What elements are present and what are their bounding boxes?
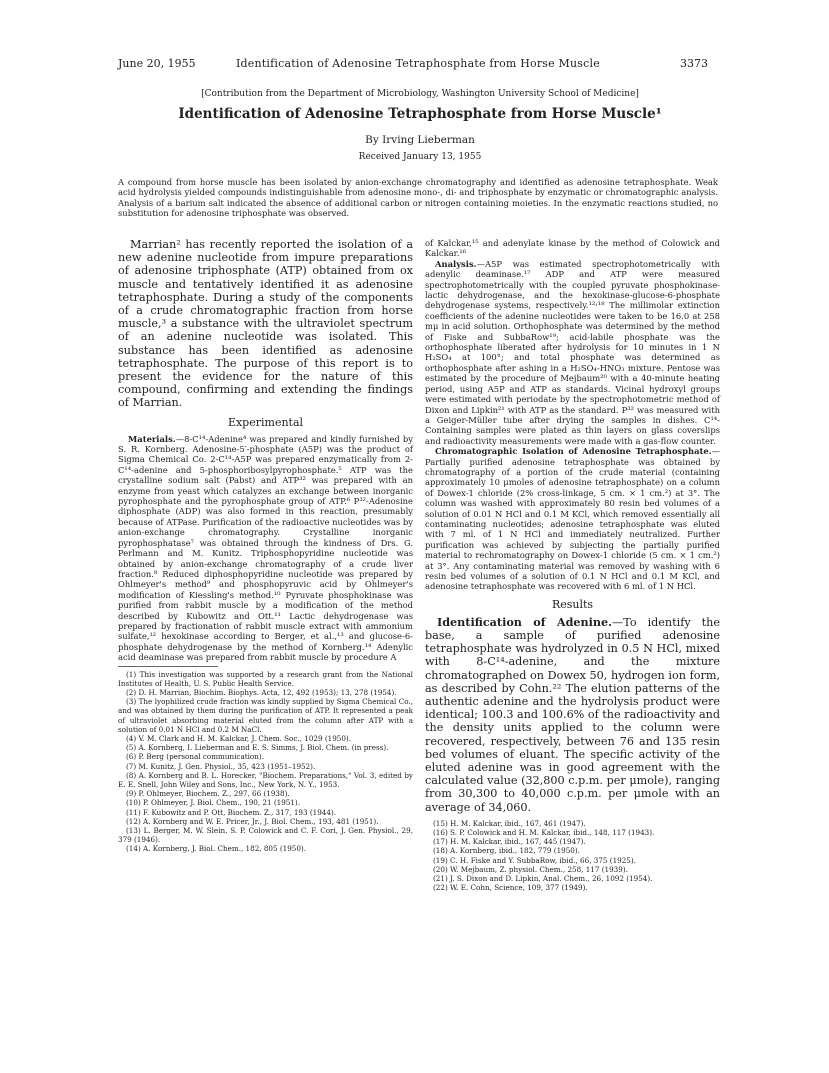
footnote: (16) S. P. Colowick and H. M. Kalckar, ibid., 148, 117 (1943).	[433, 828, 655, 838]
footnote: (21) J. S. Dixon and D. Lipkin, Anal. Chem., 26, 1092 (1954).	[433, 874, 653, 884]
footnote: (11) F. Kubowitz and P. Ott, Biochem. Z., 317, 193 (1944).	[126, 807, 337, 817]
abstract: A compound from horse muscle has been isolated by anion-exchange chromatography and identified as adenosine tetraphosphate. Weak acid hydrolysis yielded compounds indistinguishable from adenosine mono-, di- and triphosphate by enzymatic or chromatographic analysis. Analysis of a barium salt indicated the absence of additional carbon or nitrogen containing moieties. In the enzymatic reactions studied, no substitution for adenosine triphosphate was observed.	[118, 177, 718, 218]
right-column	[425, 238, 720, 892]
chromatographic-paragraph	[425, 446, 720, 592]
footnote: (17) H. M. Kalckar, ibid., 167, 445 (1947).	[433, 837, 586, 847]
footnote: (15) H. M. Kalckar, ibid., 167, 461 (1947).	[433, 818, 586, 828]
continuation-paragraph: of Kalckar,¹⁵ and adenylate kinase by the method of Colowick and Kalckar.¹⁶	[425, 238, 720, 259]
header-date: June 20, 1955	[118, 57, 196, 70]
running-header	[118, 57, 708, 71]
left-column	[118, 238, 413, 854]
footnote: (19) C. H. Fiske and Y. SubbaRow, ibid., 66, 375 (1925).	[433, 855, 636, 865]
author-byline: By Irving Lieberman	[365, 134, 475, 146]
footnote: (14) A. Kornberg, J. Biol. Chem., 182, 805 (1950).	[126, 844, 307, 854]
chromatographic-label: Chromatographic Isolation of Adenosine Tetraphosphate.	[435, 446, 712, 457]
analysis-paragraph	[425, 259, 720, 446]
analysis-text: —A5P was estimated spectrophotometrically with adenylic deaminase.¹⁷ ADP and ATP were measured spectrophotometrically with the coupled pyruvate phosphokinase-lactic dehydrogenase, and the hexokinase-glucose-6-phosphate dehydrogenase systems, respectively.¹²˒¹⁸ The millimolar extinction coefficients of the adenine nucleotides were taken to be 16.0 at 258 mμ in acid solution. Orthophosphate was determined by the method of Fiske and SubbaRow¹⁹; acid-labile phosphate was the orthophosphate liberated after hydrolysis for 10 minutes in 1 N H₂SO₄ at 100°; and total phosphate was determined as orthophosphate after ashing in a H₂SO₄-HNO₃ mixture. Pentose was estimated by the procedure of Mejbaum²⁰ with a 40-minute heating period, using A5P and ATP as standards. Vicinal hydroxyl groups were estimated with periodate by the spectrophotometric method of Dixon and Lipkin²¹ with ATP as the standard. P³² was measured with a Geiger-Müller tube after drying the samples in dishes. C¹⁴-Containing samples were plated as thin layers on glass coverslips and radioactivity measurements were made with a gas-flow counter.	[425, 258, 720, 446]
footnote: (6) P. Berg (personal communication).	[126, 752, 264, 762]
identification-text: —To identify the base, a sample of purified adenosine tetraphosphate was hydrolyzed in 0.5 N HCl, mixed with 8-C¹⁴-adenine, and the mixture chromatographed on Dowex 50, hydrogen ion form, as described by Cohn.²² The elution patterns of the authentic adenine and the hydrolysis product were identical; 100.3 and 100.6% of the radioactivity and the density units applied to the column were recovered, respectively, between 76 and 135 resin bed volumes of eluant. The specific activity of the eluted adenine was in good agreement with the calculated value (32,800 c.p.m. per μmole), ranging from 30,300 to 40,000 c.p.m. per μmole with an average of 34,060.	[425, 615, 720, 814]
footnote: (9) P. Ohlmeyer, Biochem. Z., 297, 66 (1938).	[126, 789, 290, 799]
materials-label: Materials.	[128, 433, 176, 444]
chromatographic-text: —Partially purified adenosine tetraphosphate was obtained by chromatography of a portion of the crude material (containing approximately 10 μmoles of adenosine tetraphosphate) on a column of Dowex-1 chloride (2% cross-linkage, 5 cm. × 1 cm.²) at 3°. The column was washed with approximately 80 resin bed volumes of a solution of 0.01 N HCl and 0.1 M KCl, which removed essentially all contaminating nucleotides; adenosine tetraphosphate was eluted with 7 ml. of 1 N HCl and immediately neutralized. Further purification was achieved by subjecting the partially purified material to rechromatography on Dowex-1 chloride (5 cm. × 1 cm.²) at 3°. Any contaminating material was removed by washing with 6 resin bed volumes of a solution of 0.1 N HCl and 0.1 M KCl, and adenosine tetraphosphate was recovered with 6 ml. of 1 N HCl.	[425, 446, 720, 592]
identification-label: Identification of Adenine.	[437, 614, 613, 629]
footnotes-right	[425, 819, 720, 893]
footnote: (1) This investigation was supported by a research grant from the National Institutes of Health, U. S. Public Health Service.	[118, 669, 413, 688]
header-page-number: 3373	[680, 57, 708, 70]
experimental-heading: Experimental	[227, 415, 304, 429]
footnote: (10) P. Ohlmeyer, J. Biol. Chem., 190, 21 (1951).	[126, 798, 301, 808]
intro-paragraph: Marrian² has recently reported the isolation of a new adenine nucleotide from impure preparations of adenosine triphosphate (ATP) obtained from ox muscle and tentatively identified it as adenosine tetraphosphate. During a study of the components of a crude chromatographic fraction from horse muscle,³ a substance with the ultraviolet spectrum of an adenine nucleotide was isolated. This substance has been identified as adenosine tetraphosphate. The purpose of this report is to present the evidence for the nature of this compound, confirming and extending the findings of Marrian.	[118, 238, 413, 410]
footnote: (5) A. Kornberg, I. Lieberman and E. S. Simms, J. Biol. Chem. (in press).	[126, 743, 389, 753]
footnote: (2) D. H. Marrian, Biochim. Biophys. Acta, 12, 492 (1953); 13, 278 (1954).	[126, 687, 397, 697]
footnote: (12) A. Kornberg and W. E. Pricer, Jr., J. Biol. Chem., 193, 481 (1951).	[126, 816, 379, 826]
contribution-line: [Contribution from the Department of Microbiology, Washington University School of Medicine]	[201, 89, 639, 99]
footnote-divider	[118, 666, 218, 667]
results-heading: Results	[551, 597, 594, 611]
received-date: Received January 13, 1955	[358, 152, 482, 162]
header-journal-title: Identification of Adenosine Tetraphosphate from Horse Muscle	[236, 57, 600, 70]
identification-paragraph	[425, 616, 720, 814]
footnote: (18) A. Kornberg, ibid., 182, 779 (1950).	[433, 846, 580, 856]
footnote: (22) W. E. Cohn, Science, 109, 377 (1949).	[433, 883, 588, 893]
footnote: (7) M. Kunitz, J. Gen. Physiol., 35, 423 (1951–1952).	[126, 761, 316, 771]
footnote: (20) W. Mejbaum, Z. physiol. Chem., 258, 117 (1939).	[433, 864, 628, 874]
footnote: (4) V. M. Clark and H. M. Kalckar, J. Chem. Soc., 1029 (1950).	[126, 734, 352, 743]
analysis-label: Analysis.	[435, 258, 477, 269]
footnote: (3) The lyophilized crude fraction was kindly supplied by Sigma Chemical Co., and was obtained by them during the purification of ATP. It represented a peak of ultraviolet absorbing material eluted from the column after ATP with a solution of 0.01 N HCl and 0.2 M NaCl.	[118, 697, 413, 734]
article-title: Identification of Adenosine Tetraphosphate from Horse Muscle¹	[178, 106, 662, 122]
footnotes-left	[118, 670, 413, 854]
footnote: (13) L. Berger, M. W. Slein, S. P. Colowick and C. F. Cori, J. Gen. Physiol., 29, 379 (1946).	[118, 826, 413, 845]
materials-text: —8-C¹⁴-Adenine⁴ was prepared and kindly furnished by S. R. Kornberg. Adenosine-5′-phosphate (A5P) was the product of Sigma Chemical Co. 2-C¹⁴-A5P was prepared enzymatically from 2-C¹⁴-adenine and 5-phosphoribosylpyrophosphate.⁵ ATP was the crystalline sodium salt (Pabst) and ATP³² was prepared with an enzyme from yeast which catalyzes an exchange between inorganic pyrophosphate and the pyrophosphate group of ATP.⁶ P³²-Adenosine diphosphate (ADP) was also formed in this reaction, presumably because of ATPase. Purification of the radioactive nucleotides was by anion-exchange chromatography. Crystalline inorganic pyrophosphatase⁷ was obtained through the kindness of Drs. G. Perlmann and M. Kunitz. Triphosphopyridine nucleotide was obtained by anion-exchange chromatography of a crude liver fraction.⁸ Reduced diphosphopyridine nucleotide was prepared by Ohlmeyer's method⁹ and phosphopyruvic acid by Ohlmeyer's modification of Kiessling's method.¹⁰ Pyruvate phosphokinase was purified from rabbit muscle by a modification of the method described by Kubowitz and Ott.¹¹ Lactic dehydrogenase was prepared by fractionation of rabbit muscle extract with ammonium sulfate,¹² hexokinase according to Berger, et al.,¹³ and glucose-6-phosphate dehydrogenase by the method of Kornberg.¹⁴ Adenylic acid deaminase was prepared from rabbit muscle by procedure A	[118, 433, 413, 663]
materials-paragraph	[118, 434, 413, 663]
footnote: (8) A. Kornberg and B. L. Horecker, "Biochem. Preparations," Vol. 3, edited by E. E. Snell, John Wiley and Sons, Inc., New York, N. Y., 1953.	[118, 770, 413, 790]
